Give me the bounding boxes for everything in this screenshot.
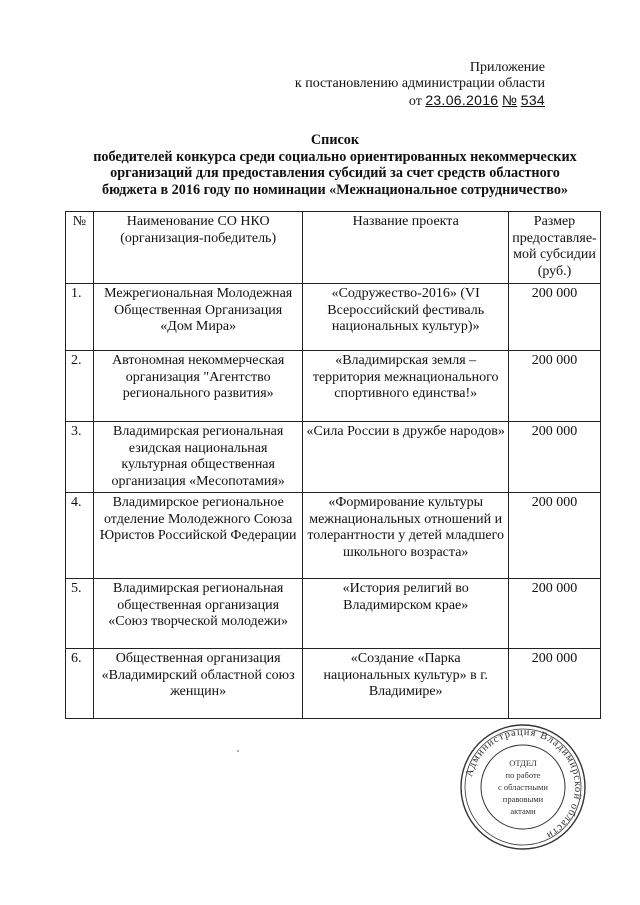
table-row	[66, 351, 601, 422]
stamp-seal	[458, 722, 588, 852]
table-row	[66, 284, 601, 351]
table-row	[66, 493, 601, 579]
row-project: «Содружество-2016» (VI Всероссийский фестиваль национальных культур)»	[303, 284, 509, 351]
row-project: «Сила России в дружбе народов»	[303, 422, 509, 493]
header-project: Название проекта	[303, 212, 509, 284]
row-amount: 200 000	[508, 493, 600, 579]
row-number: 4.	[66, 493, 94, 579]
row-number: 1.	[66, 284, 94, 351]
stamp-inner-line-1: ОТДЕЛ	[509, 758, 537, 768]
official-stamp	[458, 722, 588, 852]
table-row	[66, 649, 601, 719]
row-amount: 200 000	[508, 579, 600, 649]
stamp-inner-line-4: правовыми	[502, 794, 544, 804]
row-organization: Владимирское региональное отделение Молодежного Союза Юристов Российской Федерации	[93, 493, 302, 579]
number-sign: №	[501, 92, 518, 108]
heading-line-1: победителей конкурса среди социально ориентированных некоммерческих	[93, 148, 577, 165]
row-number: 3.	[66, 422, 94, 493]
row-amount: 200 000	[508, 422, 600, 493]
row-organization: Общественная организация «Владимирский областной союз женщин»	[93, 649, 302, 719]
heading-line-3: бюджета в 2016 году по номинации «Межнациональное сотрудничество»	[101, 181, 569, 198]
table-row	[66, 579, 601, 649]
row-number: 6.	[66, 649, 94, 719]
row-organization: Владимирская региональная езидская национальная культурная общественная организация «Месопотамия»	[93, 422, 302, 493]
stamp-inner-line-3: с областными	[498, 782, 548, 792]
row-project: «Владимирская земля – территория межнационального спортивного единства!»	[303, 351, 509, 422]
scan-speck	[237, 750, 239, 752]
document-heading	[70, 132, 600, 198]
header-organization: Наименование СО НКО (организация-победитель)	[93, 212, 302, 284]
row-number: 2.	[66, 351, 94, 422]
header-number: №	[66, 212, 94, 284]
table-row	[66, 422, 601, 493]
decree-date: 23.06.2016	[425, 92, 499, 108]
stamp-inner-line-5: актами	[510, 806, 536, 816]
date-prefix: от	[408, 94, 422, 109]
table-header-row	[66, 212, 601, 284]
row-project: «История религий во Владимирском крае»	[303, 579, 509, 649]
decree-number: 534	[520, 92, 545, 108]
row-project: «Создание «Парка национальных культур» в г. Владимире»	[303, 649, 509, 719]
header-amount: Размер предоставляе-мой субсидии (руб.)	[508, 212, 600, 284]
row-number: 5.	[66, 579, 94, 649]
appendix-title: Приложение	[469, 60, 545, 75]
row-amount: 200 000	[508, 649, 600, 719]
row-amount: 200 000	[508, 351, 600, 422]
row-organization: Автономная некоммерческая организация "Агентство регионального развития»	[93, 351, 302, 422]
appendix-block	[245, 60, 545, 110]
stamp-outer-text: Администрация Владимирской области	[464, 726, 584, 842]
appendix-decree: к постановлению администрации области	[294, 76, 545, 91]
row-amount: 200 000	[508, 284, 600, 351]
row-project: «Формирование культуры межнациональных отношений и толерантности у детей младшего школьного возраста»	[303, 493, 509, 579]
appendix-date-line	[245, 92, 545, 110]
stamp-inner-line-2: по работе	[505, 770, 541, 780]
winners-table	[65, 211, 601, 719]
heading-title: Список	[310, 132, 360, 148]
row-organization: Владимирская региональная общественная организация «Союз творческой молодежи»	[93, 579, 302, 649]
heading-line-2: организаций для предоставления субсидий за счет средств областного	[110, 165, 560, 181]
row-organization: Межрегиональная Молодежная Общественная Организация «Дом Мира»	[93, 284, 302, 351]
